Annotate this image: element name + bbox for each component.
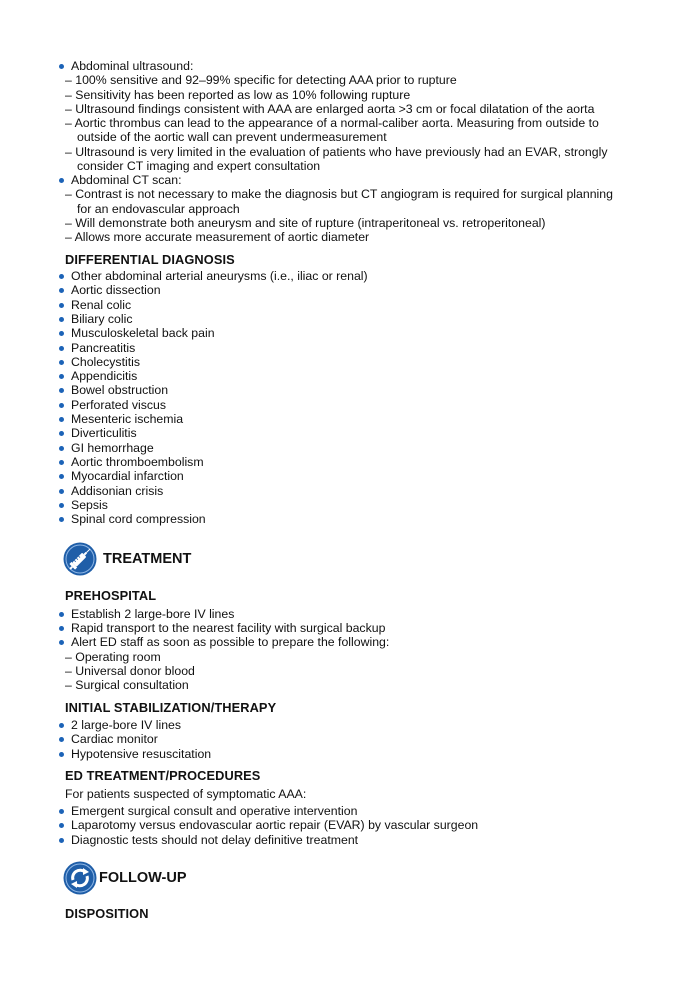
bullet xyxy=(59,640,64,645)
list-item: Diagnostic tests should not delay definitive treatment xyxy=(71,833,359,847)
differential-item: Cholecystitis xyxy=(71,355,141,369)
differential-item: Appendicitis xyxy=(71,369,138,383)
differential-item: Aortic dissection xyxy=(71,283,161,297)
differential-item: Musculoskeletal back pain xyxy=(71,326,215,340)
bullet xyxy=(59,809,64,814)
differential-item: Diverticulitis xyxy=(71,426,137,440)
bullet xyxy=(59,374,64,379)
list-subitem: – Ultrasound findings consistent with AAA are enlarged aorta >3 cm or focal dilatation of the aorta xyxy=(65,102,595,116)
list-subitem: – 100% sensitive and 92–99% specific for detecting AAA prior to rupture xyxy=(65,73,457,87)
differential-item: Aortic thromboembolism xyxy=(71,455,204,469)
list-subitem-continuation: consider CT imaging and expert consultation xyxy=(77,159,321,173)
bullet xyxy=(59,737,64,742)
differential-item: Other abdominal arterial aneurysms (i.e., iliac or renal) xyxy=(71,269,368,283)
bullet xyxy=(59,752,64,757)
ed-intro: For patients suspected of symptomatic AAA: xyxy=(65,787,307,801)
bullet xyxy=(59,346,64,351)
differential-heading: DIFFERENTIAL DIAGNOSIS xyxy=(65,252,235,267)
bullet xyxy=(59,288,64,293)
list-subitem: – Universal donor blood xyxy=(65,664,195,678)
list-subitem: – Surgical consultation xyxy=(65,678,189,692)
differential-item: Mesenteric ischemia xyxy=(71,412,184,426)
differential-item: Perforated viscus xyxy=(71,398,167,412)
bullet xyxy=(59,489,64,494)
list-subitem-continuation: outside of the aortic wall can prevent undermeasurement xyxy=(77,130,387,144)
bullet xyxy=(59,503,64,508)
differential-item: GI hemorrhage xyxy=(71,441,154,455)
followup-heading: FOLLOW-UP xyxy=(99,870,187,886)
bullet xyxy=(59,460,64,465)
bullet xyxy=(59,446,64,451)
bullet xyxy=(59,303,64,308)
list-item: Alert ED staff as soon as possible to prepare the following: xyxy=(71,635,390,649)
bullet xyxy=(59,626,64,631)
list-item: Laparotomy versus endovascular aortic repair (EVAR) by vascular surgeon xyxy=(71,818,479,832)
bullet xyxy=(59,360,64,365)
bullet xyxy=(59,178,64,183)
differential-item: Sepsis xyxy=(71,498,108,512)
bullet xyxy=(59,474,64,479)
bullet xyxy=(59,403,64,408)
bullet xyxy=(59,517,64,522)
ct-label: Abdominal CT scan: xyxy=(71,173,182,187)
bullet xyxy=(59,331,64,336)
list-item: Establish 2 large-bore IV lines xyxy=(71,607,235,621)
stabilization-heading: INITIAL STABILIZATION/THERAPY xyxy=(65,700,277,715)
ultrasound-label: Abdominal ultrasound: xyxy=(71,59,194,73)
bullet xyxy=(59,823,64,828)
disposition-heading: DISPOSITION xyxy=(65,906,149,921)
list-subitem: – Allows more accurate measurement of aortic diameter xyxy=(65,230,370,244)
bullet xyxy=(59,838,64,843)
list-item: Emergent surgical consult and operative intervention xyxy=(71,804,358,818)
bullet xyxy=(59,431,64,436)
differential-item: Addisonian crisis xyxy=(71,484,164,498)
bullet xyxy=(59,723,64,728)
list-subitem: – Sensitivity has been reported as low as 10% following rupture xyxy=(65,88,411,102)
differential-item: Spinal cord compression xyxy=(71,512,206,526)
bullet xyxy=(59,612,64,617)
list-item: Rapid transport to the nearest facility with surgical backup xyxy=(71,621,386,635)
bullet xyxy=(59,317,64,322)
list-subitem: – Will demonstrate both aneurysm and site of rupture (intraperitoneal vs. retroperitoneal) xyxy=(65,216,546,230)
list-subitem: – Ultrasound is very limited in the evaluation of patients who have previously had an EVAR, strongly xyxy=(65,145,608,159)
prehospital-heading: PREHOSPITAL xyxy=(65,588,157,603)
differential-item: Myocardial infarction xyxy=(71,469,184,483)
differential-item: Biliary colic xyxy=(71,312,133,326)
list-subitem: – Aortic thrombus can lead to the appearance of a normal-caliber aorta. Measuring from outside to xyxy=(65,116,599,130)
differential-item: Pancreatitis xyxy=(71,341,136,355)
list-subitem: – Operating room xyxy=(65,650,161,664)
bullet xyxy=(59,388,64,393)
differential-item: Bowel obstruction xyxy=(71,383,169,397)
bullet xyxy=(59,64,64,69)
differential-item: Renal colic xyxy=(71,298,132,312)
list-item: Hypotensive resuscitation xyxy=(71,747,212,761)
bullet xyxy=(59,274,64,279)
ed-treatment-heading: ED TREATMENT/PROCEDURES xyxy=(65,768,261,783)
syringe-icon xyxy=(63,542,97,576)
list-subitem: – Contrast is not necessary to make the diagnosis but CT angiogram is required for surgical planning xyxy=(65,187,613,201)
refresh-icon xyxy=(63,861,97,895)
list-item: Cardiac monitor xyxy=(71,732,158,746)
treatment-heading: TREATMENT xyxy=(103,551,192,567)
list-item: 2 large-bore IV lines xyxy=(71,718,182,732)
bullet xyxy=(59,417,64,422)
list-subitem-continuation: for an endovascular approach xyxy=(77,202,240,216)
